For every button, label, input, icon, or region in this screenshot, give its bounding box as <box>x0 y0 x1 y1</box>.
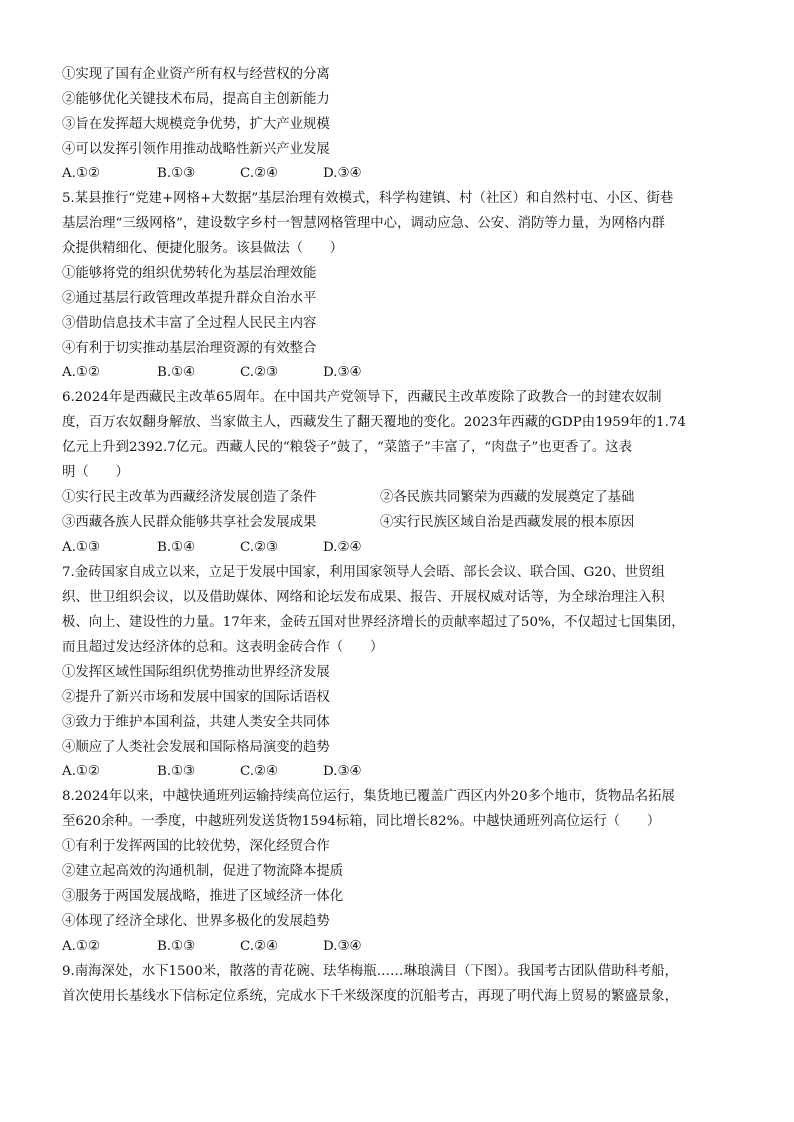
q7-item-2: ②提升了新兴市场和发展中国家的国际话语权 <box>62 690 330 705</box>
q6-choice-a: A.①③ <box>62 540 100 555</box>
q7-stem-line-1: 7.金砖国家自成立以来，立足于发展中国家，利用国家领导人会晤、部长会议、联合国、G20、世贸组 <box>62 565 665 580</box>
q5-item-4: ④有利于切实推动基层治理资源的有效整合 <box>62 341 317 356</box>
q5-stem-line-3: 众提供精细化、便捷化服务。该县做法（ ） <box>62 241 344 256</box>
q8-stem-line-2: 至620余种。一季度，中越班列发送货物1594标箱，同比增长82%。中越快通班列高位运行（ ） <box>62 814 661 829</box>
q6-item-4: ④实行民族区域自治是西藏发展的根本原因 <box>380 515 635 530</box>
q6-stem-line-1: 6.2024年是西藏民主改革65周年。在中国共产党领导下，西藏民主改革废除了政教合一的封建农奴制 <box>62 390 662 405</box>
q6-stem-line-2: 度，百万农奴翻身解放、当家做主人，西藏发生了翻天覆地的变化。2023年西藏的GDP由1959年的1.74 <box>62 415 686 430</box>
q8-choice-c: C.②④ <box>240 939 279 954</box>
q7-stem-line-3: 极、向上、建设性的力量。17年来，金砖五国对世界经济增长的贡献率超过了50%，不仅超过七国集团， <box>62 615 685 630</box>
q6-stem-line-3: 亿元上升到2392.7亿元。西藏人民的“粮袋子”鼓了，“菜篮子”丰富了，“肉盘子”也更香了。这表 <box>62 440 632 455</box>
q4-choice-b: B.①③ <box>157 166 196 181</box>
q4-choice-d: D.③④ <box>323 166 362 181</box>
q4-item-4: ④可以发挥引领作用推动战略性新兴产业发展 <box>62 142 330 157</box>
q5-stem-line-1: 5.某县推行“党建+网格+大数据”基层治理有效模式，科学构建镇、村（社区）和自然村屯、小区、街巷 <box>62 191 674 206</box>
q6-stem-line-4: 明（ ） <box>62 465 129 480</box>
q5-item-1: ①能够将党的组织优势转化为基层治理效能 <box>62 266 317 281</box>
q7-choice-a: A.①② <box>62 764 100 779</box>
q6-item-3: ③西藏各族人民群众能够共享社会发展成果 <box>62 515 317 530</box>
q7-stem-line-2: 织、世卫组织会议，以及借助媒体、网络和论坛发布成果、报告、开展权威对话等，为全球治理注入积 <box>62 590 665 605</box>
q4-item-1: ①实现了国有企业资产所有权与经营权的分离 <box>62 67 330 82</box>
q7-choice-b: B.①③ <box>157 764 196 779</box>
q5-choice-d: D.③④ <box>323 365 362 380</box>
q8-item-1: ①有利于发挥两国的比较优势，深化经贸合作 <box>62 839 330 854</box>
q7-choice-d: D.③④ <box>323 764 362 779</box>
q4-choice-a: A.①② <box>62 166 100 181</box>
q9-stem-line-2: 首次使用长基线水下信标定位系统，完成水下千米级深度的沉船考古，再现了明代海上贸易的繁盛景象， <box>62 989 678 1004</box>
q8-item-3: ③服务于两国发展战略，推进了区域经济一体化 <box>62 889 344 904</box>
q7-item-4: ④顺应了人类社会发展和国际格局演变的趋势 <box>62 740 330 755</box>
q7-item-3: ③致力于维护本国利益，共建人类安全共同体 <box>62 715 330 730</box>
q6-item-1: ①实行民主改革为西藏经济发展创造了条件 <box>62 490 317 505</box>
q5-choice-b: B.①④ <box>157 365 196 380</box>
q8-choice-b: B.①③ <box>157 939 196 954</box>
q6-choice-c: C.②③ <box>240 540 279 555</box>
q5-choice-c: C.②③ <box>240 365 279 380</box>
q7-choice-c: C.②④ <box>240 764 279 779</box>
q5-stem-line-2: 基层治理“三级网格”，建设数字乡村一智慧网格管理中心，调动应急、公安、消防等力量，为网格内群 <box>62 216 665 231</box>
q6-item-2: ②各民族共同繁荣为西藏的发展奠定了基础 <box>380 490 635 505</box>
q6-choice-b: B.①④ <box>157 540 196 555</box>
q8-item-2: ②建立起高效的沟通机制，促进了物流降本提质 <box>62 864 344 879</box>
q5-item-3: ③借助信息技术丰富了全过程人民民主内容 <box>62 316 317 331</box>
q8-choice-a: A.①② <box>62 939 100 954</box>
q9-stem-line-1: 9.南海深处，水下1500米，散落的青花碗、珐华梅瓶……琳琅满目（下图）。我国考古团队借助科考船， <box>62 964 678 979</box>
q8-stem-line-1: 8.2024年以来，中越快通班列运输持续高位运行，集货地已覆盖广西区内外20多个地市，货物品名拓展 <box>62 789 675 804</box>
q5-choice-a: A.①② <box>62 365 100 380</box>
q4-item-3: ③旨在发挥超大规模竞争优势，扩大产业规模 <box>62 117 330 132</box>
q4-choice-c: C.②④ <box>240 166 279 181</box>
q5-item-2: ②通过基层行政管理改革提升群众自治水平 <box>62 291 317 306</box>
q6-choice-d: D.②④ <box>323 540 362 555</box>
q7-item-1: ①发挥区域性国际组织优势推动世界经济发展 <box>62 665 330 680</box>
q4-item-2: ②能够优化关键技术布局，提高自主创新能力 <box>62 92 330 107</box>
q7-stem-line-4: 而且超过发达经济体的总和。这表明金砖合作（ ） <box>62 640 384 655</box>
q8-item-4: ④体现了经济全球化、世界多极化的发展趋势 <box>62 914 330 929</box>
q8-choice-d: D.③④ <box>323 939 362 954</box>
